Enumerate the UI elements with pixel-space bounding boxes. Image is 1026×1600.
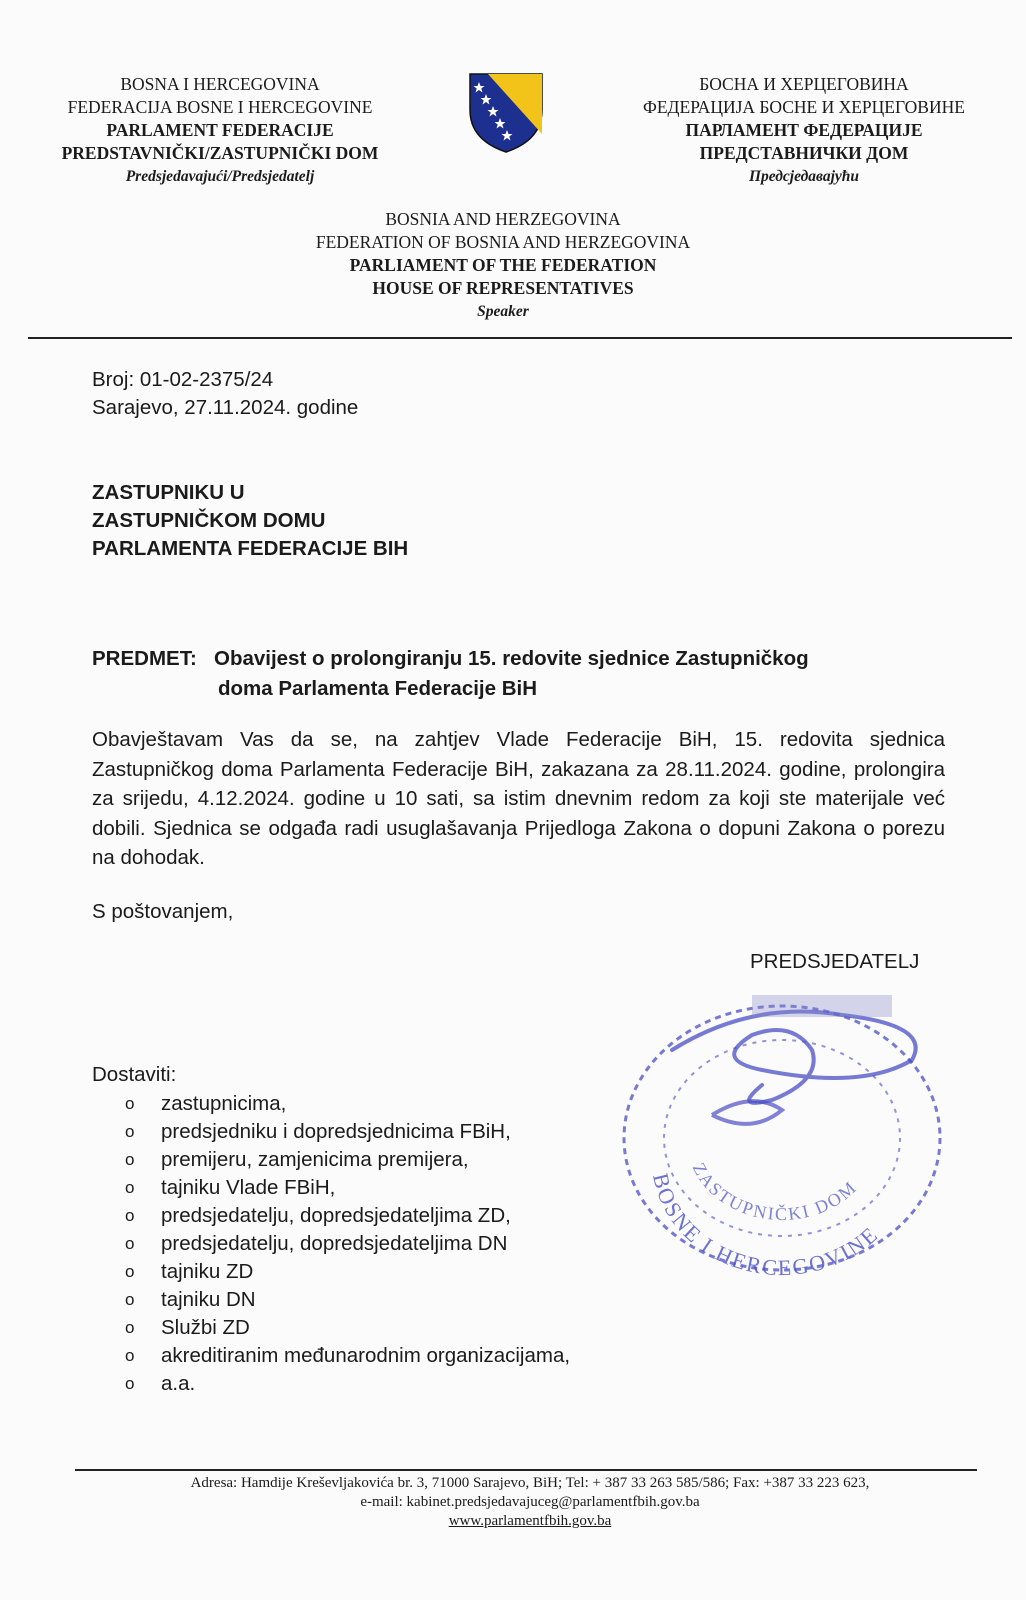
header-english-line3: PARLIAMENT OF THE FEDERATION — [349, 255, 657, 275]
salutation: S poštovanjem, — [92, 900, 234, 923]
list-item: o a.a. — [125, 1372, 196, 1395]
official-stamp — [612, 990, 957, 1280]
list-item: o tajniku DN — [125, 1288, 256, 1311]
addressee-block — [92, 479, 408, 563]
reference-number: Broj: 01-02-2375/24 — [92, 368, 274, 391]
subject-block — [92, 644, 972, 704]
header-left-line3: PARLAMENT FEDERACIJE — [106, 120, 334, 140]
reference-block — [92, 366, 358, 422]
subject-label: PREDMET: — [92, 647, 197, 670]
distribution-label: Dostaviti: — [92, 1063, 177, 1086]
header-right-line4: ПРЕДСТАВНИЧКИ ДОМ — [699, 143, 909, 163]
header-english-line2: FEDERATION OF BOSNIA AND HERZEGOVINA — [315, 232, 691, 252]
list-item: o zastupnicima, — [125, 1092, 287, 1115]
header-english-line1: BOSNIA AND HERZEGOVINA — [385, 209, 621, 229]
stamp-ring-text-inner: ZASTUPNIČKI DOM — [688, 1159, 861, 1225]
footer — [60, 1474, 1000, 1531]
list-item: o Službi ZD — [125, 1316, 250, 1339]
list-item: o predsjedniku i dopredsjednicima FBiH, — [125, 1120, 511, 1143]
list-item: o akreditiranim međunarodnim organizacijama, — [125, 1344, 571, 1367]
header-left-line1: BOSNA I HERCEGOVINA — [120, 74, 320, 94]
list-item: o predsjedatelju, dopredsjedateljima DN — [125, 1232, 508, 1255]
header-right-line5: Предсједавајући — [748, 168, 860, 185]
subject-line1: Obavijest o prolongiranju 15. redovite sjednice Zastupničkog — [214, 647, 809, 670]
header-right-line1: БОСНА И ХЕРЦЕГОВИНА — [699, 74, 909, 94]
body-paragraph: Obavještavam Vas da se, na zahtjev Vlade Federacije BiH, 15. redovita sjednica Zastupničkog doma Parlamenta Federacije BiH, zakazana za 28.11.2024. godine, prolongira za srijedu, 4.12.2024. godine u 10 sati, sa istim dnevnim redom za koji ste materijale već dobili. Sjednica se odgađa radi usuglašavanja Prijedloga Zakona o dopuni Zakona o porezu na dohodak. — [92, 728, 945, 869]
addressee-line2: ZASTUPNIČKOM DOMU — [92, 509, 326, 532]
header-left-line2: FEDERACIJA BOSNE I HERCEGOVINE — [67, 97, 373, 117]
footer-address: Adresa: Hamdije Kreševljakovića br. 3, 71000 Sarajevo, BiH; Tel: + 387 33 263 585/586; Fax: +387 33 223 623, — [190, 1475, 870, 1491]
header-right-line2: ФЕДЕРАЦИЈА БОСНЕ И ХЕРЦЕГОВИНЕ — [643, 97, 965, 117]
distribution-list — [125, 1090, 570, 1398]
addressee-line1: ZASTUPNIKU U — [92, 481, 245, 504]
footer-email[interactable]: e-mail: kabinet.predsjedavajuceg@parlamentfbih.gov.ba — [360, 1494, 700, 1510]
coat-of-arms-icon — [466, 70, 546, 154]
list-item: o tajniku Vlade FBiH, — [125, 1176, 336, 1199]
footer-divider — [75, 1469, 977, 1471]
header-right-block — [614, 73, 994, 188]
header-divider — [28, 337, 1012, 339]
header-left-block — [40, 73, 400, 188]
header-right-line3: ПАРЛАМЕНТ ФЕДЕРАЦИЈЕ — [685, 120, 923, 140]
subject-line2: doma Parlamenta Federacije BiH — [218, 677, 538, 700]
footer-website-link[interactable]: www.parlamentfbih.gov.ba — [448, 1513, 612, 1529]
addressee-line3: PARLAMENTA FEDERACIJE BIH — [92, 537, 409, 560]
list-item: o predsjedatelju, dopredsjedateljima ZD, — [125, 1204, 511, 1227]
header-english-line5: Speaker — [477, 303, 529, 320]
list-item: o premijeru, zamjenicima premijera, — [125, 1148, 469, 1171]
header-left-line4: PREDSTAVNIČKI/ZASTUPNIČKI DOM — [61, 143, 379, 163]
reference-place-date: Sarajevo, 27.11.2024. godine — [92, 396, 359, 419]
list-item: o tajniku ZD — [125, 1260, 254, 1283]
header-english-block — [263, 208, 743, 323]
stamp-ring-text-outer: BOSNE I HERCEGOVINE — [647, 1170, 884, 1280]
header-left-line5: Predsjedavajući/Predsjedatelj — [125, 168, 315, 185]
signer-title: PREDSJEDATELJ — [750, 950, 920, 973]
header-english-line4: HOUSE OF REPRESENTATIVES — [372, 278, 634, 298]
